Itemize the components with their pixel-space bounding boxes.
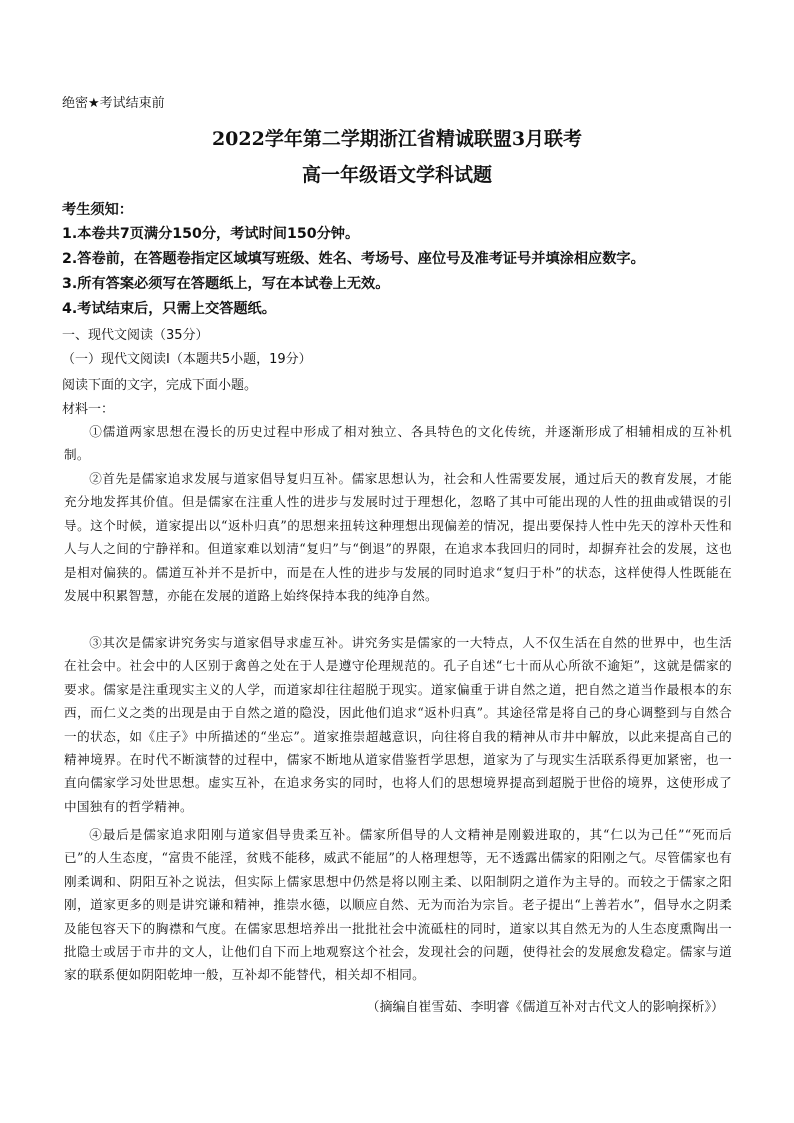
material-label: 材料一： bbox=[62, 402, 115, 417]
paragraph-4: ④最后是儒家追求阳刚与道家倡导贵柔互补。儒家所倡导的人文精神是刚毅进取的，其“仁以为己任”“死而后已”的人生态度，“富贵不能淫，贫贱不能移，威武不能屈”的人格理想等，无不透露出儒家的阳刚之气。尽管儒家也有刚柔调和、阴阳互补之说法，但实际上儒家思想中仍然是将以刚主柔、以阳制阴之道作为主导的。而较之于儒家之阳刚，道家更多的则是讲究谦和精神，推崇水德，以顺应自然、无为而治为宗旨。老子提出“上善若水”，倡导水之阴柔及能包容天下的胸襟和气度。在儒家思想培养出一批批社会中流砥柱的同时，道家以其自然无为的人生态度熏陶出一批隐士或居于市井的文人，让他们自下而上地观察这个社会，发现社会的问题，使得社会的发展愈发稳定。儒家与道家的联系便如阴阳乾坤一般，互补却不能替代，相关却不相同。 bbox=[64, 827, 732, 983]
reading-instruction: 阅读下面的文字，完成下面小题。 bbox=[62, 378, 258, 393]
confidential-label: 绝密★考试结束前 bbox=[62, 96, 165, 111]
section-heading: 一、现代文阅读（35分） bbox=[62, 328, 209, 343]
source-citation: （摘编自崔雪茹、李明睿《儒道互补对古代文人的影响探析》） bbox=[366, 1000, 724, 1015]
notice-item: 2.答卷前，在答题卷指定区域填写班级、姓名、考场号、座位号及准考证号并填涂相应数字。 bbox=[62, 251, 645, 267]
paragraph-3: ③其次是儒家讲究务实与道家倡导求虚互补。讲究务实是儒家的一大特点，人不仅生活在自然的世界中，也生活在社会中。社会中的人区别于禽兽之处在于人是遵守伦理规范的。孔子自述“七十而从心所欲不逾矩”，这就是儒家的要求。儒家是注重现实主义的人学，而道家却往往超脱于现实。道家偏重于讲自然之道，把自然之道当作最根本的东西，而仁义之类的出现是由于自然之道的隐没，因此他们追求“返朴归真”。其途径常是将自己的身心调整到与自然合一的状态，如《庄子》中所描述的“坐忘”。道家推崇超越意识，向往将自我的精神从市井中解放，以此来提高自己的精神境界。在时代不断演替的过程中，儒家不断地从道家借鉴哲学思想，道家为了与现实生活联系得更加紧密，也一直向儒家学习处世思想。虚实互补，在追求务实的同时，也将人们的思想境界提高到超脱于世俗的境界，这使形成了中国独有的哲学精神。 bbox=[64, 635, 732, 814]
exam-subtitle: 高一年级语文学科试题 bbox=[301, 164, 492, 186]
notice-heading: 考生须知： bbox=[62, 202, 133, 218]
notice-item: 4.考试结束后，只需上交答题纸。 bbox=[62, 301, 276, 317]
notice-item: 1.本卷共7页满分150分，考试时间150分钟。 bbox=[62, 226, 360, 242]
subsection-heading: （一）现代文阅读Ⅰ（本题共5小题，19分） bbox=[62, 352, 312, 367]
notice-item: 3.所有答案必须写在答题纸上，写在本试卷上无效。 bbox=[62, 276, 390, 292]
paragraph-1: ①儒道两家思想在漫长的历史过程中形成了相对独立、各具特色的文化传统，并逐渐形成了相辅相成的互补机制。 bbox=[64, 424, 732, 463]
paragraph-2: ②首先是儒家追求发展与道家倡导复归互补。儒家思想认为，社会和人性需要发展，通过后天的教育发展，才能充分地发挥其价值。但是儒家在注重人性的进步与发展时过于理想化，忽略了其中可能出现的人性的扭曲或错误的引导。这个时候，道家提出以“返朴归真”的思想来扭转这种理想出现偏差的情况，提出要保持人性中先天的淳朴天性和人与人之间的宁静祥和。但道家难以划清“复归”与“倒退”的界限，在追求本我回归的同时，却摒弃社会的发展，这也是相对偏狭的。儒道互补并不是折中，而是在人性的进步与发展的同时追求“复归于朴”的状态，这样使得人性既能在发展中积累智慧，亦能在发展的道路上始终保持本我的纯净自然。 bbox=[64, 471, 732, 604]
exam-title: 2022学年第二学期浙江省精诚联盟3月联考 bbox=[211, 128, 583, 150]
